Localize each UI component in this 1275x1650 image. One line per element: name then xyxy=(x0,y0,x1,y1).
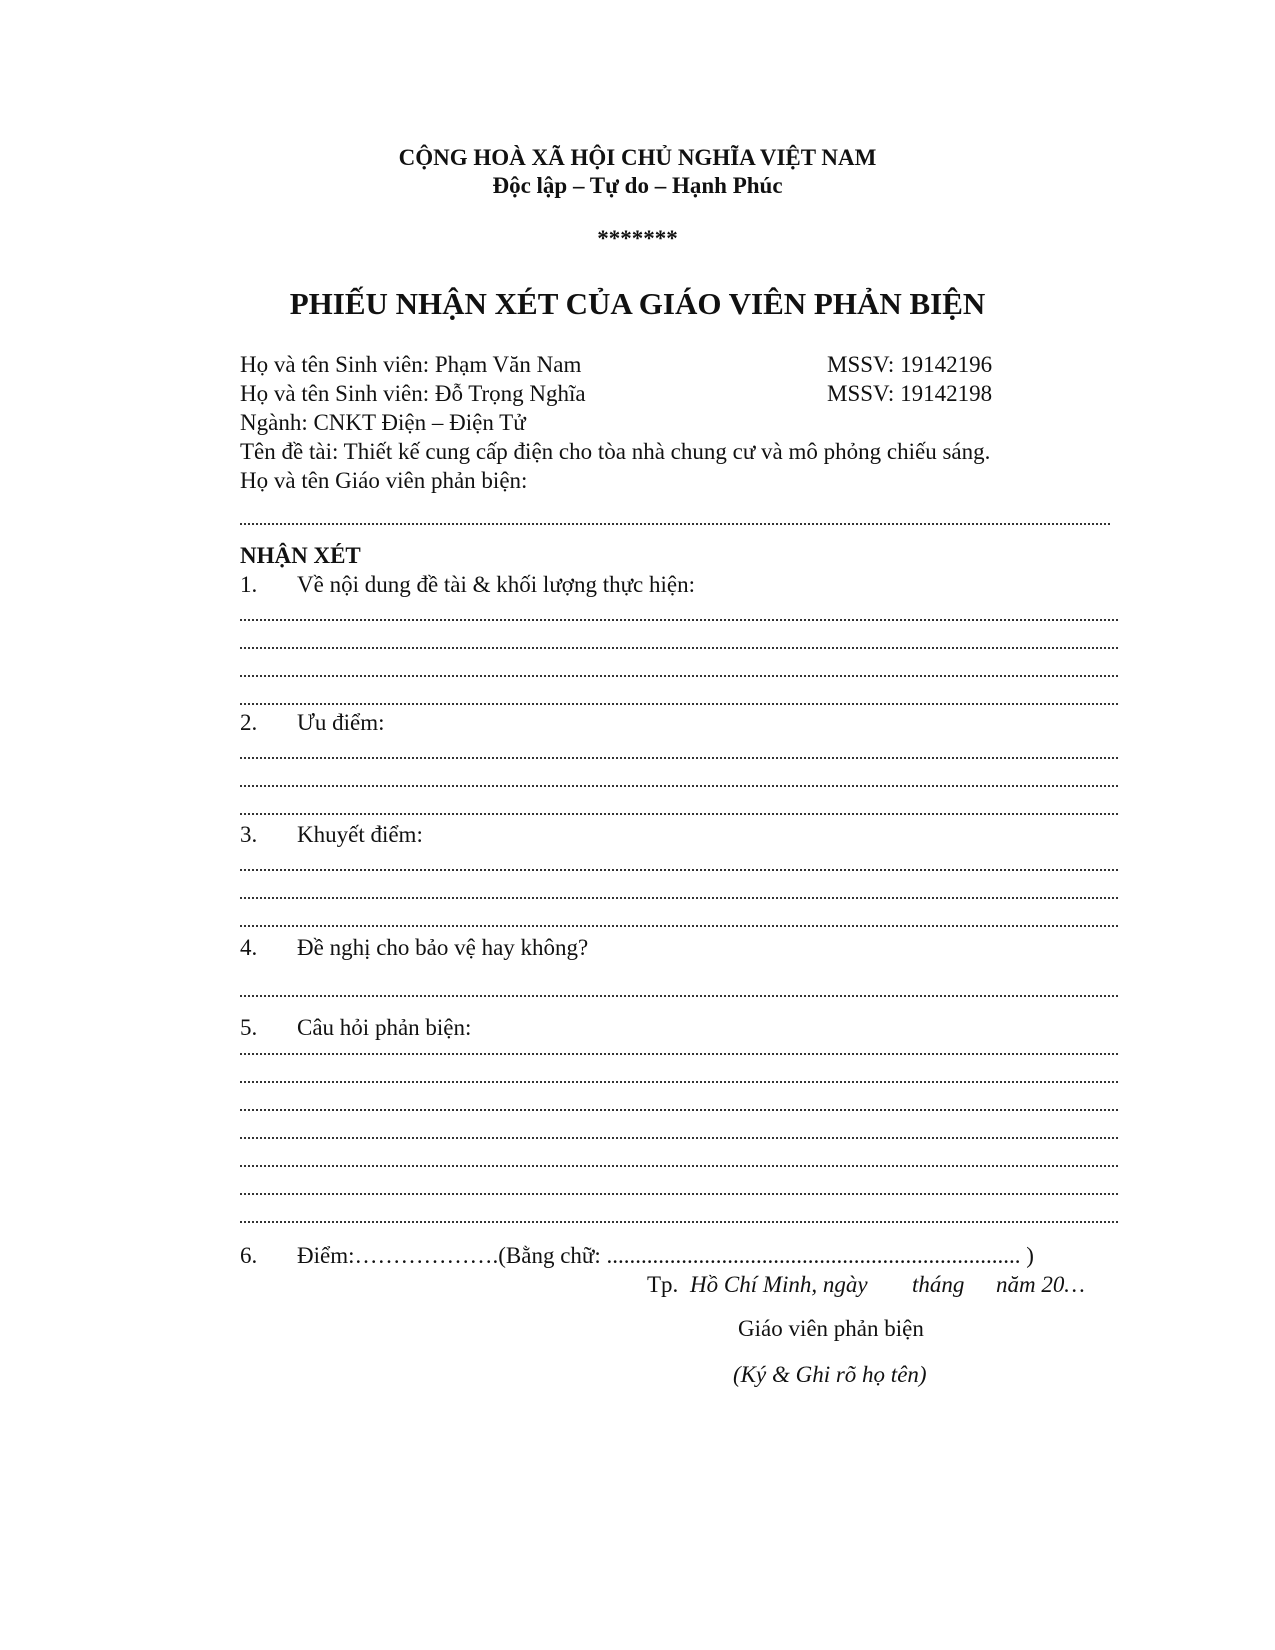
answer-line xyxy=(240,619,1118,621)
answer-line xyxy=(240,1137,1118,1139)
student2-name: Họ và tên Sinh viên: Đỗ Trọng Nghĩa xyxy=(240,381,586,406)
item-label: Ưu điểm: xyxy=(297,710,385,735)
page-title: PHIẾU NHẬN XÉT CỦA GIÁO VIÊN PHẢN BIỆN xyxy=(289,286,986,321)
answer-line xyxy=(240,675,1118,677)
answer-line xyxy=(240,647,1118,649)
topic: Tên đề tài: Thiết kế cung cấp điện cho tòa nhà chung cư và mô phỏng chiếu sáng. xyxy=(240,439,991,464)
answer-line xyxy=(240,1109,1118,1111)
answer-line xyxy=(240,757,1118,759)
student1-name: Họ và tên Sinh viên: Phạm Văn Nam xyxy=(240,352,582,377)
item-number: 2. xyxy=(240,710,258,735)
answer-line xyxy=(240,813,1118,815)
student2-id: MSSV: 19142198 xyxy=(827,381,993,406)
score-line: Điểm:……………….(Bằng chữ: ........................................................................ ) xyxy=(297,1243,1034,1268)
date-tp: Tp. xyxy=(647,1272,679,1297)
reviewer-label: Họ và tên Giáo viên phản biện: xyxy=(240,468,528,493)
answer-line xyxy=(240,703,1118,705)
answer-line xyxy=(240,1053,1118,1055)
answer-line xyxy=(240,1081,1118,1083)
item-number: 6. xyxy=(240,1243,258,1268)
answer-line xyxy=(240,869,1118,871)
signature-note: (Ký & Ghi rõ họ tên) xyxy=(733,1362,927,1387)
answer-line xyxy=(240,785,1118,787)
major: Ngành: CNKT Điện – Điện Tử xyxy=(240,410,526,435)
reviewer-dotted-line xyxy=(240,523,1110,525)
student1-id: MSSV: 19142196 xyxy=(827,352,993,377)
answer-line xyxy=(240,925,1118,927)
signer-role: Giáo viên phản biện xyxy=(738,1316,924,1341)
date-city-day: Hồ Chí Minh, ngày xyxy=(690,1272,868,1297)
header-country: CỘNG HOÀ XÃ HỘI CHỦ NGHĨA VIỆT NAM xyxy=(398,145,877,170)
section-heading: NHẬN XÉT xyxy=(240,543,361,568)
item-number: 4. xyxy=(240,935,258,960)
item-label: Đề nghị cho bảo vệ hay không? xyxy=(297,935,589,960)
item-label: Khuyết điểm: xyxy=(297,822,423,847)
answer-line xyxy=(240,1221,1118,1223)
item-number: 3. xyxy=(240,822,258,847)
item-number: 1. xyxy=(240,572,258,597)
answer-line xyxy=(240,995,1118,997)
header-motto: Độc lập – Tự do – Hạnh Phúc xyxy=(492,173,783,198)
item-label: Câu hỏi phản biện: xyxy=(297,1015,472,1040)
item-label: Về nội dung đề tài & khối lượng thực hiện: xyxy=(297,572,696,597)
answer-line xyxy=(240,1193,1118,1195)
date-year: năm 20… xyxy=(996,1272,1085,1297)
answer-line xyxy=(240,897,1118,899)
item-number: 5. xyxy=(240,1015,258,1040)
date-month: tháng xyxy=(912,1272,965,1297)
answer-line xyxy=(240,1165,1118,1167)
header-stars: ******* xyxy=(597,226,678,251)
